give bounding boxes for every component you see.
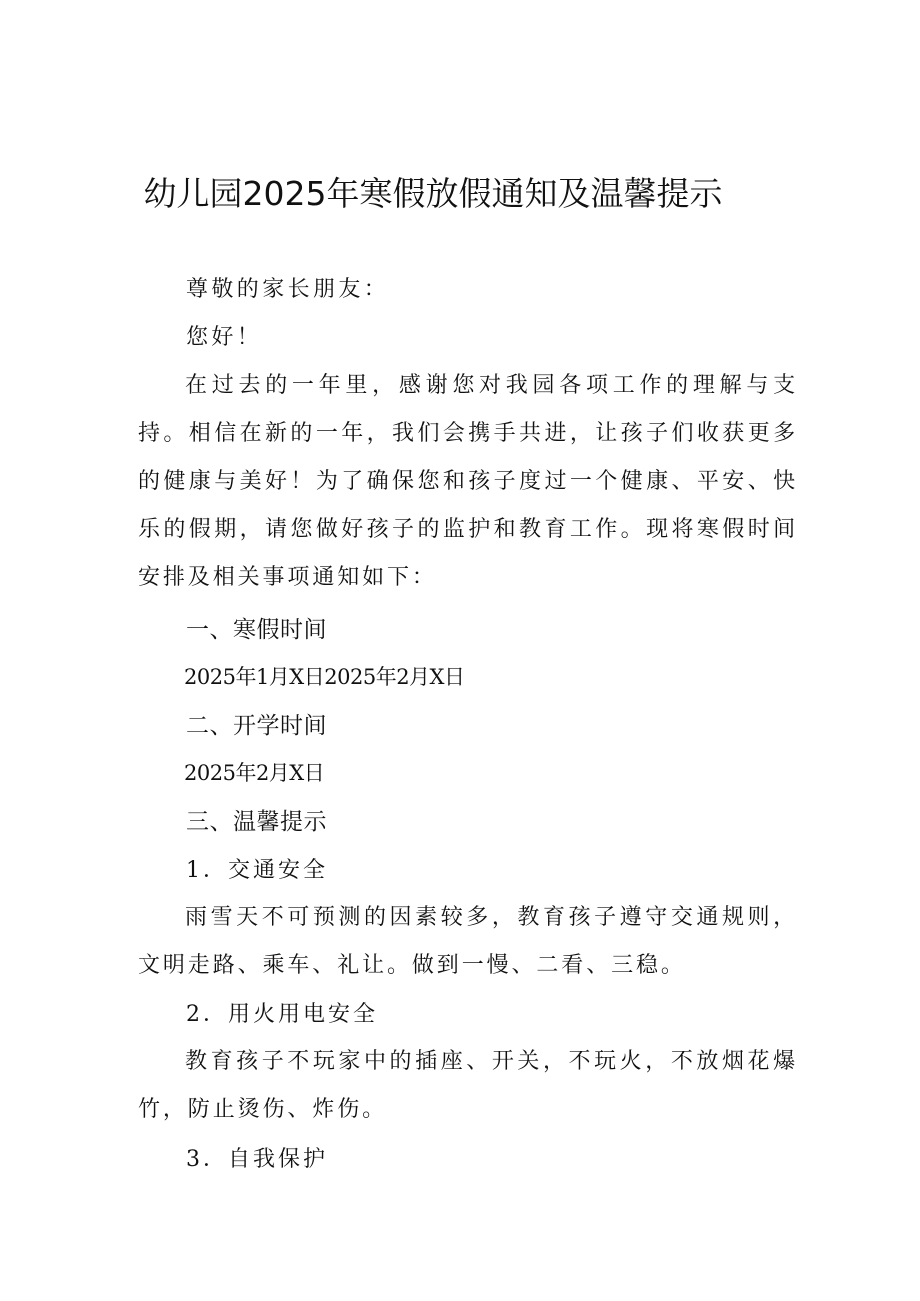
section-tips-heading: 三、温馨提示 (186, 809, 327, 835)
tip-1-label: 1．交通安全 (186, 858, 328, 883)
salutation: 尊敬的家长朋友： (186, 277, 390, 302)
section-school-start-heading: 二、开学时间 (186, 713, 327, 739)
section-holiday-heading: 一、寒假时间 (186, 617, 327, 643)
holiday-dates: 2025年1月X日2025年2月X日 (184, 665, 465, 689)
document-title: 幼儿园2025年寒假放假通知及温馨提示 (143, 174, 723, 213)
tip-2-text: 教育孩子不玩家中的插座、开关，不玩火，不放烟花爆竹，防止烫伤、炸伤。 (138, 1049, 798, 1122)
tip-1-text: 雨雪天不可预测的因素较多，教育孩子遵守交通规则，文明走路、乘车、礼让。做到一慢、二看、三稳。 (138, 905, 798, 978)
intro-paragraph: 在过去的一年里，感谢您对我园各项工作的理解与支持。相信在新的一年，我们会携手共进，让孩子们收获更多的健康与美好！为了确保您和孩子度过一个健康、平安、快乐的假期，请您做好孩子的监护和教育工作。现将寒假时间安排及相关事项通知如下： (138, 373, 798, 590)
greeting: 您好！ (186, 325, 263, 350)
school-start-date: 2025年2月X日 (184, 761, 325, 785)
tip-2-label: 2．用火用电安全 (186, 1002, 378, 1027)
tip-3-label: 3．自我保护 (186, 1147, 328, 1172)
